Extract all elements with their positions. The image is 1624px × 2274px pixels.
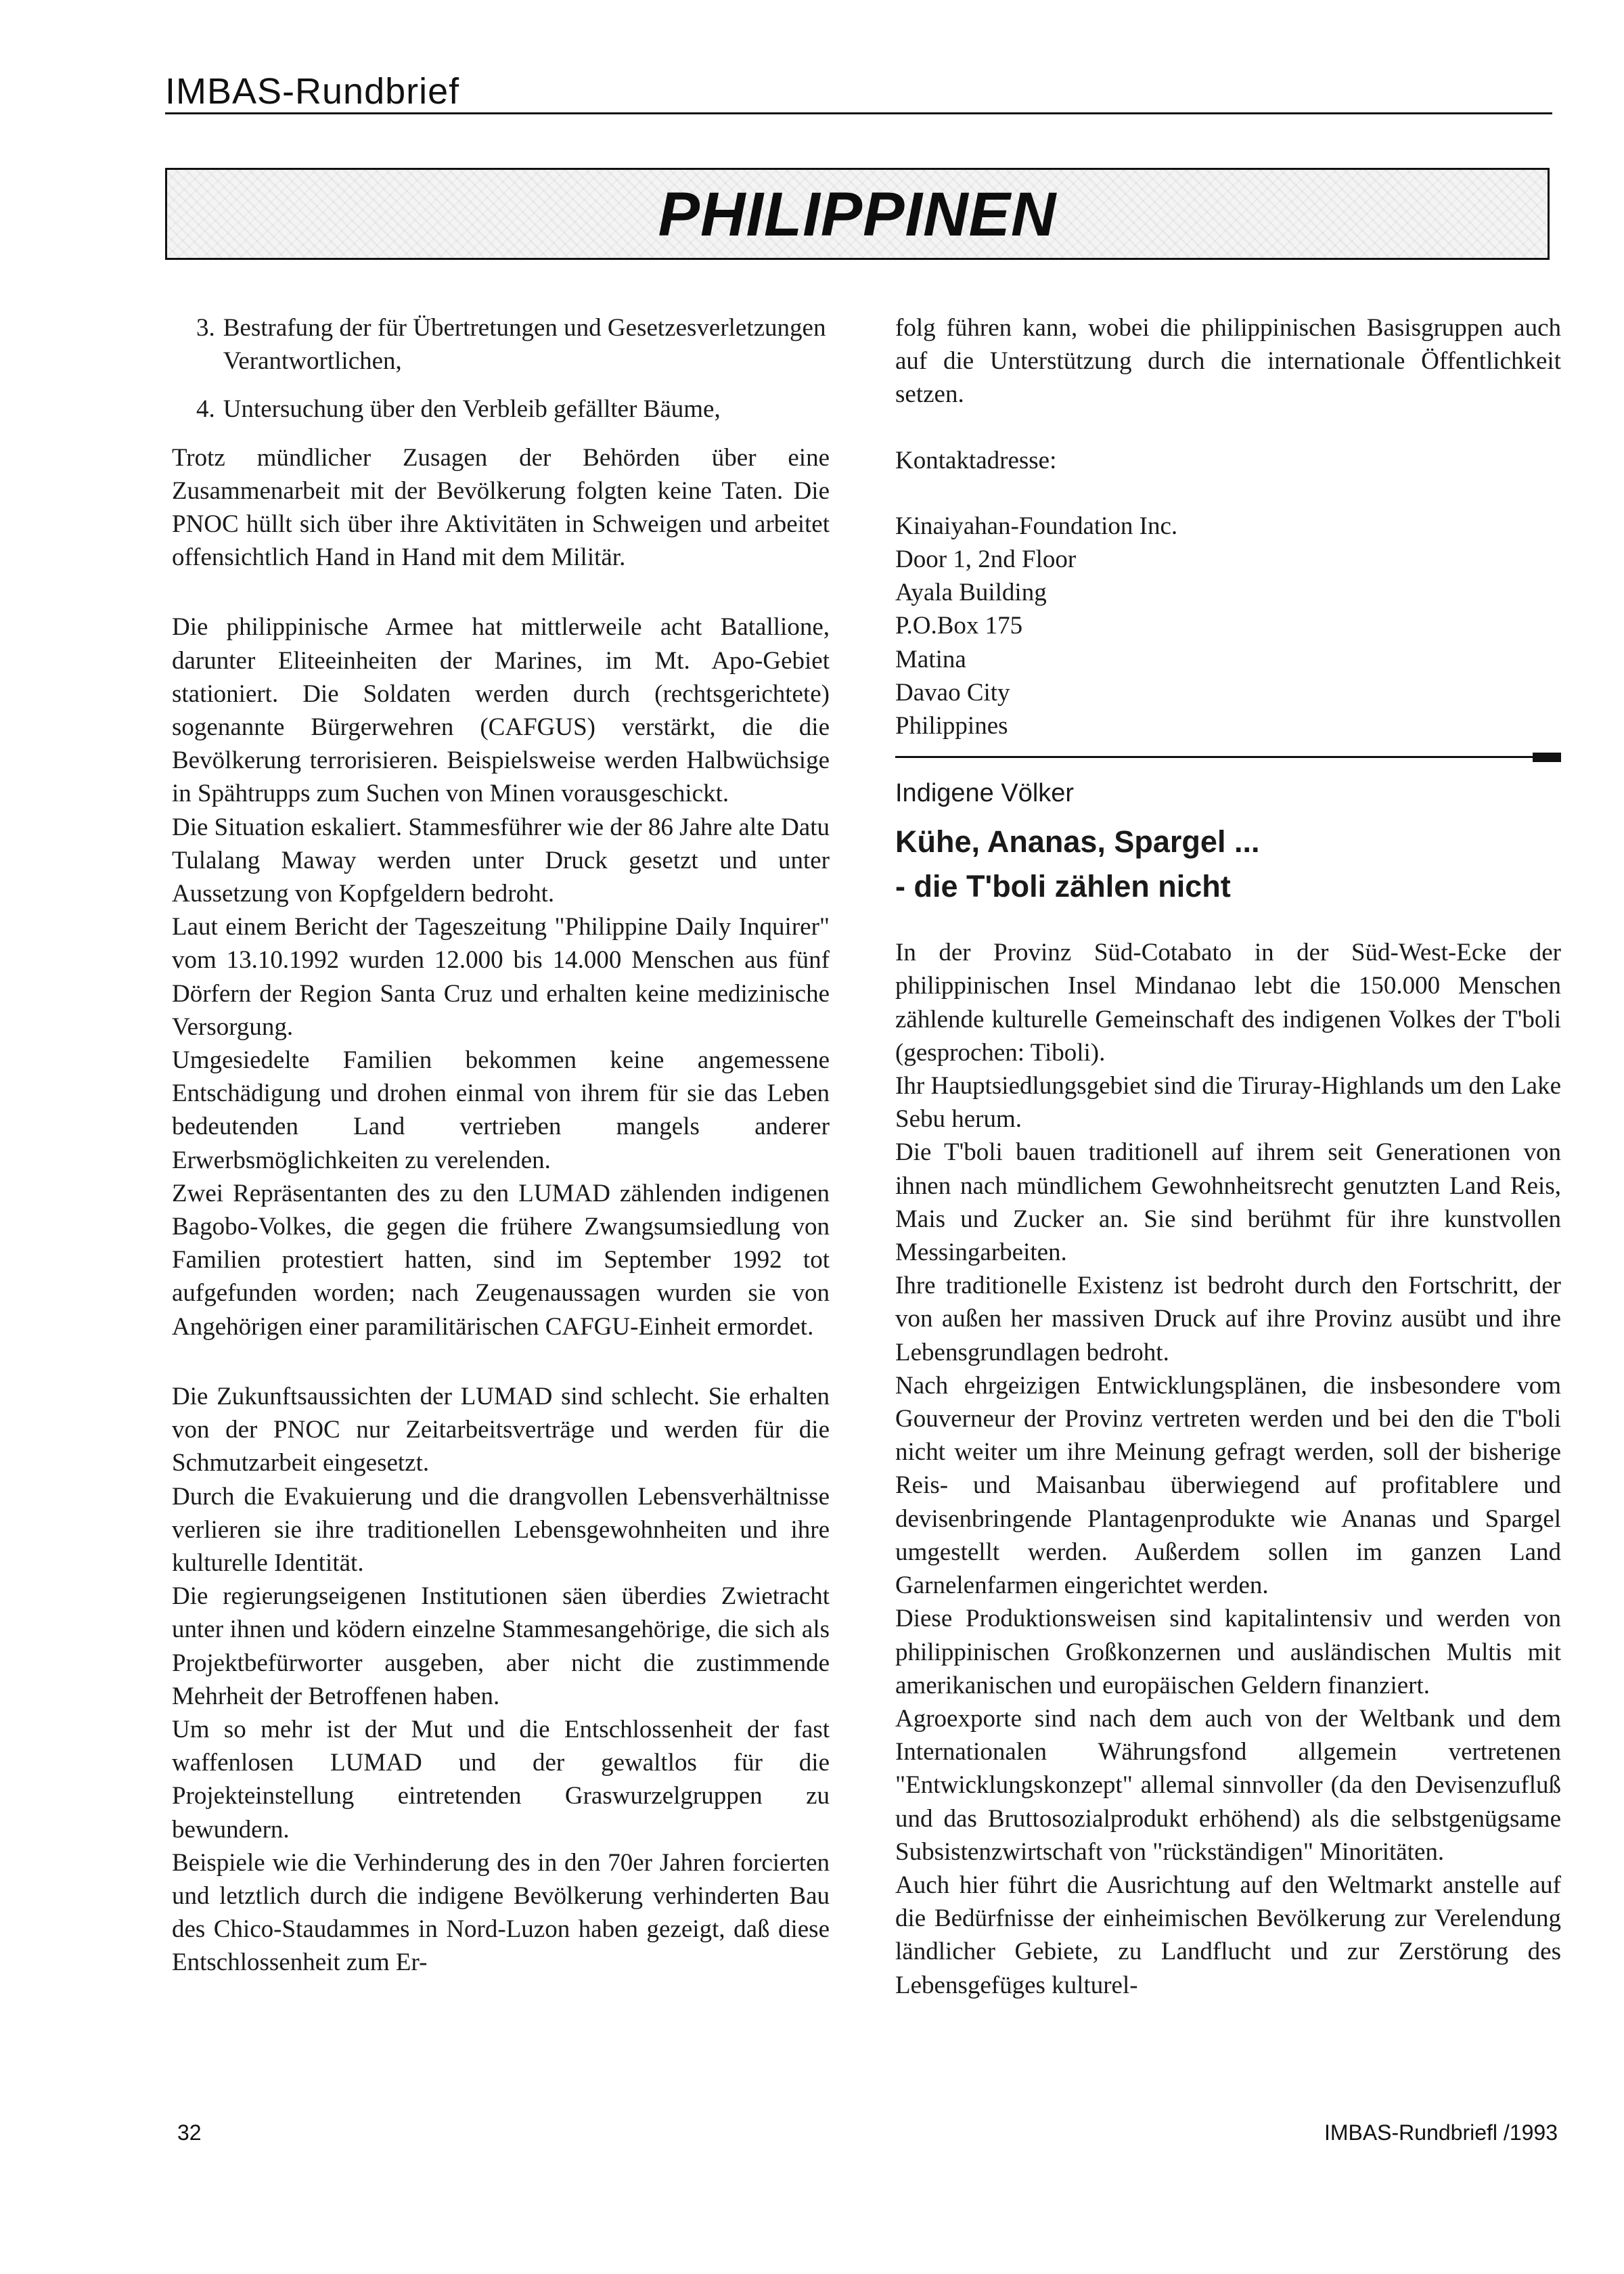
paragraph: Diese Produktionsweisen sind kapitalintensiv und werden von philippinischen Großkonzernen und ausländischen Multis mit amerikanischen und europäischen Geldern finanziert. — [895, 1605, 1561, 1699]
paragraph: Die Zukunftsaussichten der LUMAD sind schlecht. Sie erhalten von der PNOC nur Zeitarbeitsverträge und werden für die Schmutzarbeit eingesetzt. — [172, 1382, 830, 1477]
masthead-rule — [165, 112, 1552, 114]
address-line: P.O.Box 175 — [895, 612, 1023, 640]
list-item — [196, 311, 830, 378]
right-column — [895, 311, 1561, 2002]
list-item-number: 4. — [196, 395, 215, 424]
continuation-paragraph: folg führen kann, wobei die philippinischen Basisgruppen auch auf die Unterstützung durch die internationale Öffentlichkeit setzen. — [895, 314, 1561, 409]
contact-address — [895, 510, 1561, 742]
issue-label: IMBAS-Rundbriefl /1993 — [1324, 2120, 1558, 2145]
address-line: Kinaiyahan-Foundation Inc. — [895, 512, 1178, 540]
paragraph: Zwei Repräsentanten des zu den LUMAD zählenden indigenen Bagobo-Volkes, die gegen die frühere Zwangsumsiedlung von Familien protestiert hatten, sind im September 1992 tot aufgefunden worden; nach Zeugenaussagen wurden sie von Angehörigen einer paramilitärischen CAFGU-Einheit ermordet. — [172, 1179, 830, 1341]
paragraph: Die Situation eskaliert. Stammesführer wie der 86 Jahre alte Datu Tulalang Maway werden unter Druck gesetzt und unter Aussetzung von Kopfgeldern bedroht. — [172, 813, 830, 908]
paragraph: Die T'boli bauen traditionell auf ihrem seit Generationen von ihnen nach mündlichem Gewohnheitsrecht genutzten Land Reis, Mais und Zucker an. Sie sind berühmt für ihre kunstvollen Messingarbeiten. — [895, 1138, 1561, 1267]
paragraph: Nach ehrgeizigen Entwicklungsplänen, die insbesondere vom Gouverneur der Provinz vertreten werden und bei den die T'boli nicht weiter um ihre Meinung gefragt werden, soll der bisherige Reis- und Maisanbau überwiegend auf profitablere und devisenbringende Plantagenprodukte wie Ananas und Spargel umgestellt werden. Außerdem sollen im ganzen Land Garnelenfarmen eingerichtet werden. — [895, 1371, 1561, 1600]
paragraph: Die philippinische Armee hat mittlerweile acht Batallione, darunter Eliteeinheiten der Marines, im Mt. Apo-Gebiet stationiert. Die Soldaten werden durch (rechtsgerichtete) sogenannte Bürgerwehren (CAFGUS) verstärkt, die die Bevölkerung terrorisieren. Beispielsweise werden Halbwüchsige in Spähtrupps zum Suchen von Minen vorausgeschickt. — [172, 613, 830, 808]
address-line: Philippines — [895, 712, 1008, 740]
section-banner — [165, 168, 1550, 260]
paragraph: Agroexporte sind nach dem auch von der Weltbank und dem Internationalen Währungsfond allgemein vertretenen "Entwicklungskonzept" allemal sinnvoller (da den Devisenzufluß und das Bruttosozialprodukt erhöhend) als die selbstgenügsame Subsistenzwirtschaft von "rückständigen" Minoritäten. — [895, 1704, 1561, 1866]
address-line: Davao City — [895, 678, 1010, 707]
article-subtitle: - die T'boli zählen nicht — [895, 869, 1231, 904]
list-item — [196, 393, 830, 426]
paragraph: Um so mehr ist der Mut und die Entschlossenheit der fast waffenlosen LUMAD und der gewaltlos für die Projekteinstellung eintretenden Graswurzelgruppen zu bewundern. — [172, 1715, 830, 1844]
list-item-text: Bestrafung der für Übertretungen und Gesetzesverletzungen Verantwortlichen, — [223, 314, 826, 376]
paragraph: Die regierungseigenen Institutionen säen überdies Zwietracht unter ihnen und ködern einzelne Stammesangehörige, die sich als Projektbefürworter ausgeben, aber nicht die zustimmende Mehrheit der Betroffenen haben. — [172, 1582, 830, 1710]
list-item-text: Untersuchung über den Verbleib gefällter Bäume, — [223, 395, 721, 424]
paragraph: Ihr Hauptsiedlungsgebiet sind die Tiruray-Highlands um den Lake Sebu herum. — [895, 1072, 1561, 1134]
paragraph: Laut einem Bericht der Tageszeitung "Philippine Daily Inquirer" vom 13.10.1992 wurden 12.000 bis 14.000 Menschen aus fünf Dörfern der Region Santa Cruz und erhalten keine medizinische Versorgung. — [172, 913, 830, 1041]
paragraph: Umgesiedelte Familien bekommen keine angemessene Entschädigung und drohen einmal von ihrem für sie das Leben bedeutenden Land vertrieben mangels anderer Erwerbsmöglichkeiten zu verelenden. — [172, 1046, 830, 1174]
article-divider — [895, 751, 1561, 761]
paragraph: Auch hier führt die Ausrichtung auf den Weltmarkt anstelle auf die Bedürfnisse der einheimischen Bevölkerung zur Verelendung ländlicher Gebiete, zu Landflucht und zur Zerstörung des Lebensgefüges kulturel- — [895, 1871, 1561, 1999]
paragraph: Ihre traditionelle Existenz ist bedroht durch den Fortschritt, der von außen her massiven Druck auf ihre Provinz ausübt und ihre Lebensgrundlagen bedroht. — [895, 1272, 1561, 1366]
contact-label: Kontaktadresse: — [895, 446, 1057, 474]
paragraph: Durch die Evakuierung und die drangvollen Lebensverhältnisse verlieren sie ihre traditionellen Lebensgewohnheiten und ihre kulturelle Identität. — [172, 1482, 830, 1577]
page-number: 32 — [177, 2120, 202, 2145]
banner-title: PHILIPPINEN — [658, 180, 1057, 249]
address-line: Ayala Building — [895, 579, 1047, 607]
left-column — [172, 311, 830, 1980]
address-line: Matina — [895, 645, 966, 673]
paragraph: Beispiele wie die Verhinderung des in den 70er Jahren forcierten und letztlich durch die indigene Bevölkerung verhinderten Bau des Chico-Staudammes in Nord-Luzon haben gezeigt, daß diese Entschlossenheit zum Er- — [172, 1848, 830, 1977]
paragraph: Trotz mündlicher Zusagen der Behörden über eine Zusammenarbeit mit der Bevölkerung folgten keine Taten. Die PNOC hüllt sich über ihre Aktivitäten in Schweigen und arbeitet offensichtlich Hand in Hand mit dem Militär. — [172, 443, 830, 572]
section-label: Indigene Völker — [895, 779, 1075, 808]
paragraph: In der Provinz Süd-Cotabato in der Süd-West-Ecke der philippinischen Insel Mindanao lebt die 150.000 Menschen zählende kulturelle Gemeinschaft des indigenen Volkes der T'boli (gesprochen: Tiboli). — [895, 939, 1561, 1067]
address-line: Door 1, 2nd Floor — [895, 545, 1077, 574]
list-item-number: 3. — [196, 314, 215, 342]
end-mark — [1533, 753, 1561, 762]
masthead-title: IMBAS-Rundbrief — [165, 71, 460, 112]
article-title: Kühe, Ananas, Spargel ... — [895, 824, 1260, 860]
